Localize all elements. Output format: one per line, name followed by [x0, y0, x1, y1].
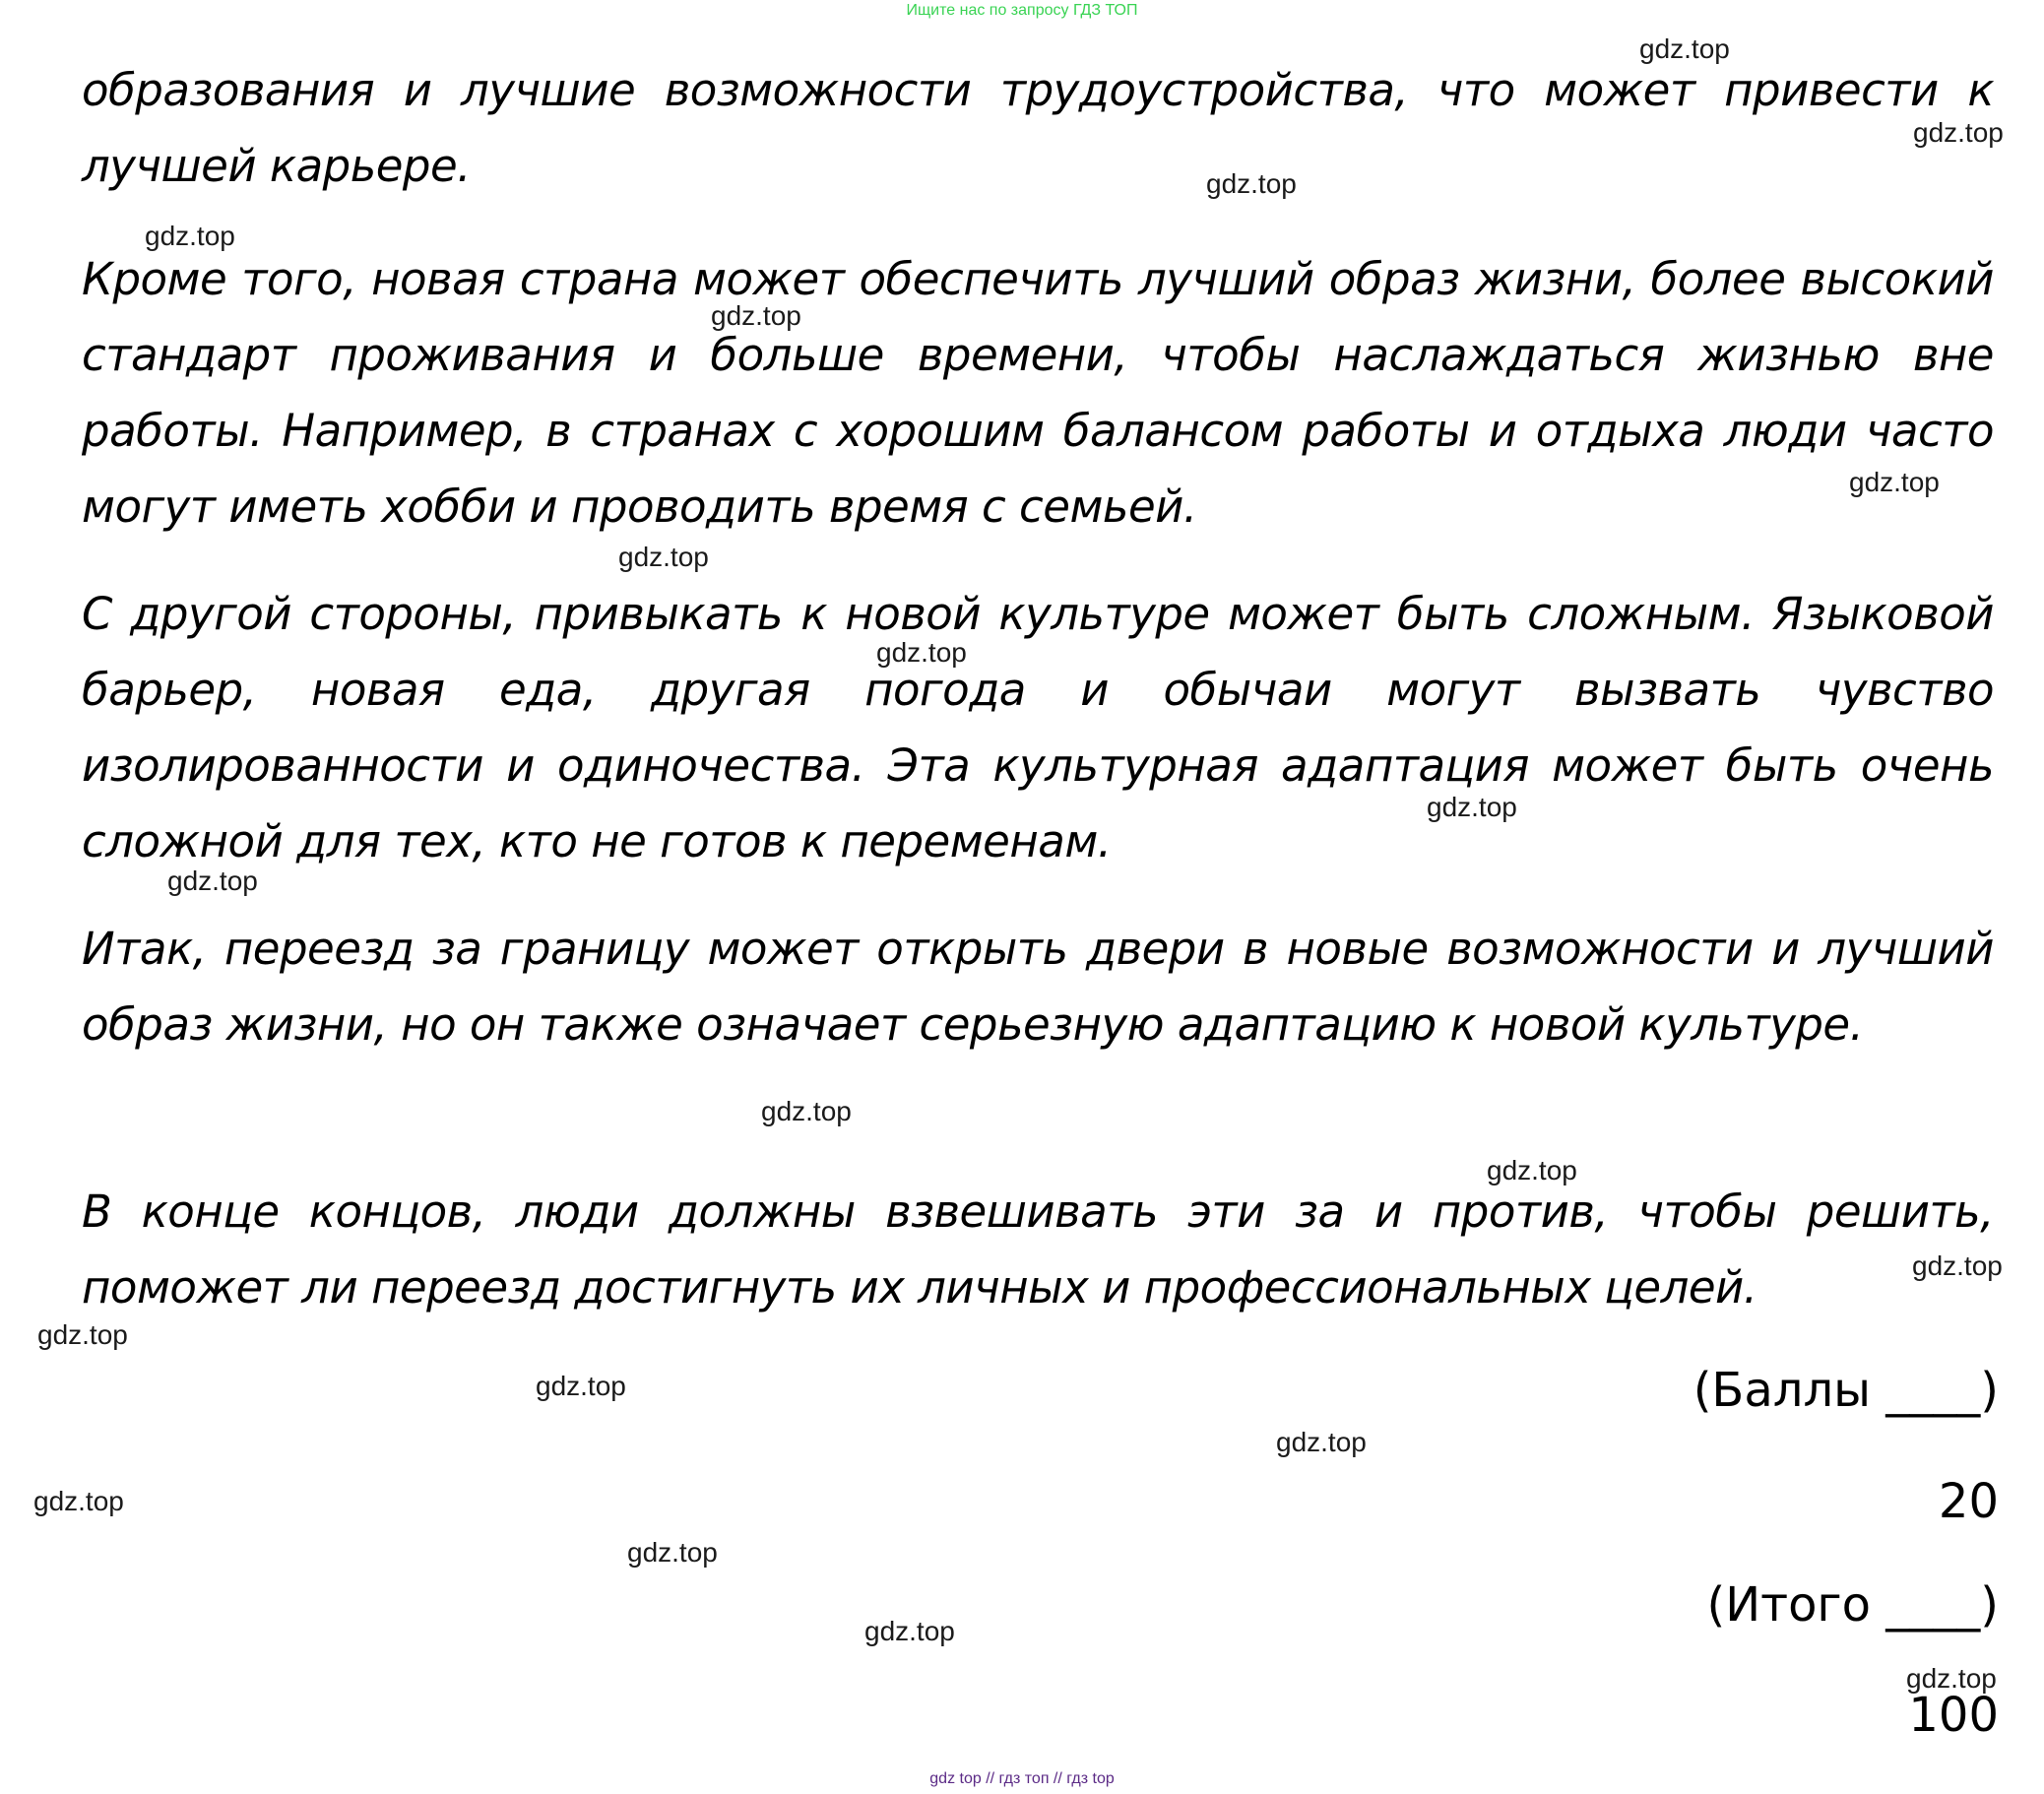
footer-links[interactable]: gdz top // гдз топ // гдз top — [929, 1770, 1115, 1787]
watermark: gdz.top — [1913, 117, 2004, 148]
watermark: gdz.top — [1912, 1250, 2003, 1281]
paragraph-4: Итак, переезд за границу может открыть двери в новые возможности и лучший образ жизни, но он также означает серьезную адаптацию к новой культуре. — [82, 923, 1994, 1051]
score-label: (Баллы ____) — [1693, 1363, 1999, 1418]
watermark: gdz.top — [864, 1616, 955, 1646]
paragraph-2: Кроме того, новая страна может обеспечить лучший образ жизни, более высокий стандарт проживания и больше времени, чтобы наслаждаться жизнью вне работы. Например, в странах с хорошим балансом работы и отдыха люди часто могут иметь хобби и проводить время с семьей. — [82, 253, 1994, 533]
watermark: gdz.top — [627, 1537, 718, 1568]
watermark: gdz.top — [37, 1319, 128, 1350]
watermark: gdz.top — [145, 221, 235, 251]
paragraph-3: С другой стороны, привыкать к новой культуре может быть сложным. Языковой барьер, новая еда, другая погода и обычаи могут вызвать чувство изолированности и одиночества. Эта культурная адаптация может быть очень сложной для тех, кто не готов к переменам. — [82, 588, 1994, 867]
watermark: gdz.top — [618, 542, 709, 572]
total-max: 100 — [1908, 1688, 1999, 1743]
paragraph-1: образования и лучшие возможности трудоустройства, что может привести к лучшей карьере. — [82, 64, 1994, 192]
watermark: gdz.top — [536, 1371, 626, 1401]
watermark: gdz.top — [1487, 1155, 1577, 1185]
score-max: 20 — [1938, 1474, 1999, 1529]
watermark: gdz.top — [1906, 1663, 1997, 1694]
watermark: gdz.top — [711, 300, 801, 331]
watermark: gdz.top — [1639, 33, 1730, 64]
top-banner[interactable]: Ищите нас по запросу ГДЗ ТОП — [906, 2, 1138, 19]
watermark: gdz.top — [1206, 168, 1297, 199]
watermark: gdz.top — [167, 865, 258, 896]
watermark: gdz.top — [33, 1486, 124, 1516]
watermark: gdz.top — [1849, 467, 1940, 497]
watermark: gdz.top — [1427, 792, 1517, 822]
watermark: gdz.top — [1276, 1427, 1367, 1457]
watermark: gdz.top — [761, 1096, 852, 1126]
watermark: gdz.top — [876, 637, 967, 668]
paragraph-5: В конце концов, люди должны взвешивать эти за и против, чтобы решить, поможет ли переезд достигнуть их личных и профессиональных целей. — [82, 1185, 1994, 1313]
total-label: (Итого ____) — [1706, 1577, 1999, 1633]
